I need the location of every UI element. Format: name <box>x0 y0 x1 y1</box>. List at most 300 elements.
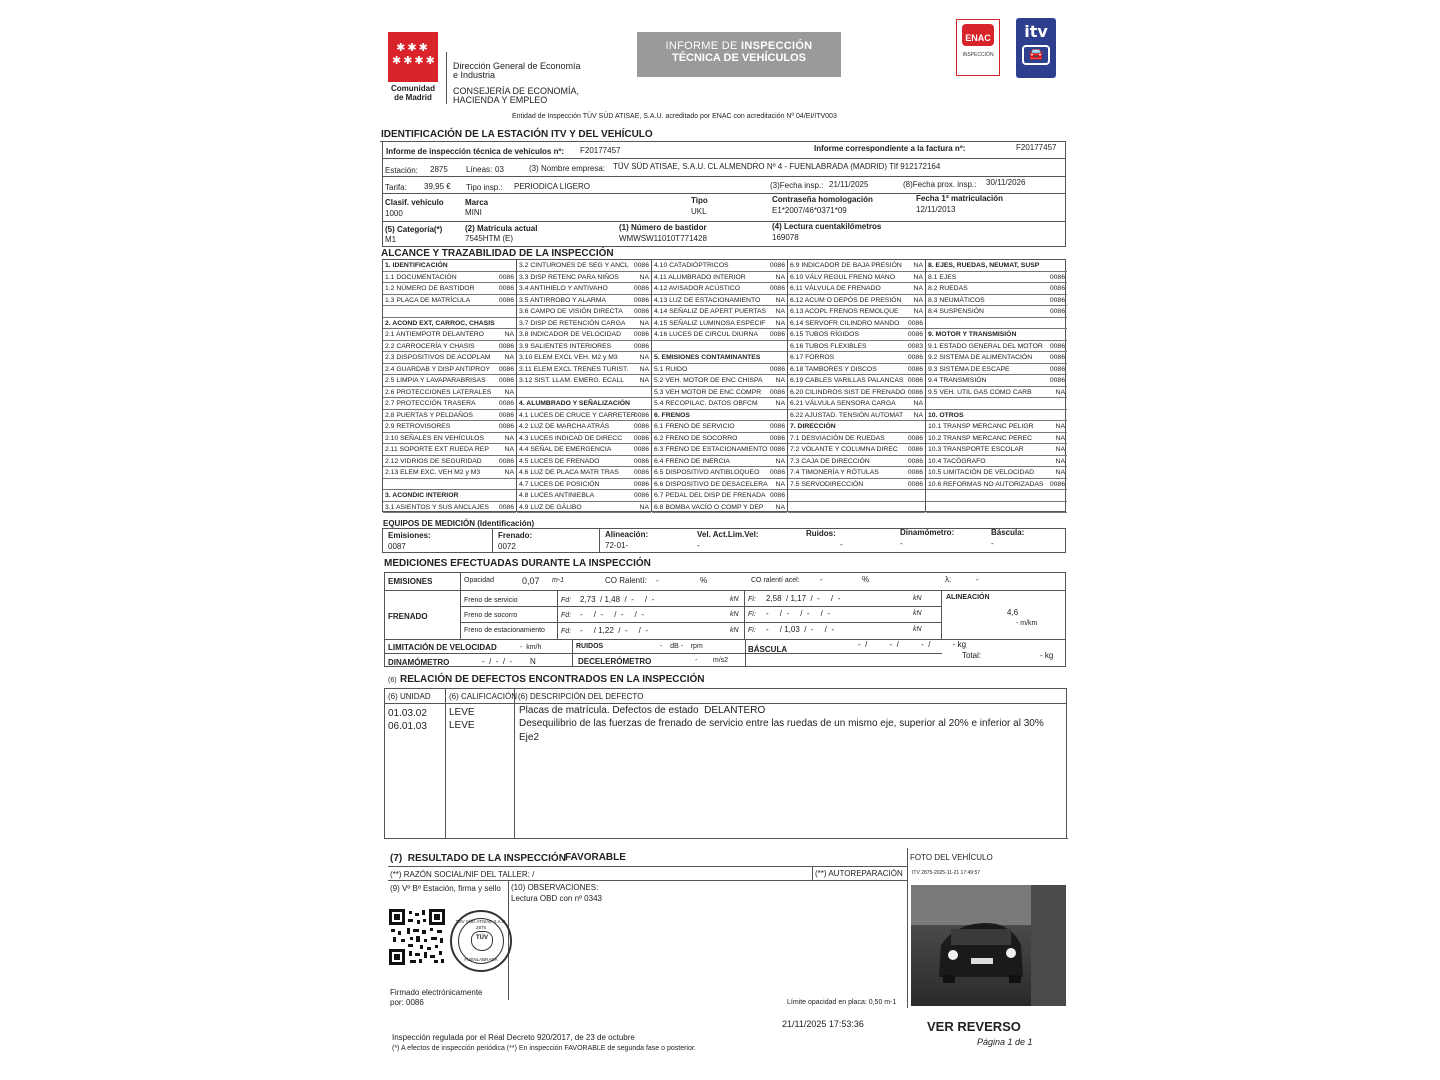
scope-item-label: 5.2 VEH. MOTOR DE ENC CHISPA <box>654 377 763 384</box>
title-line2: TÉCNICA DE VEHÍCULOS <box>671 52 807 64</box>
scope-item-label: 7. DIRECCIÓN <box>790 423 836 430</box>
kn: kN <box>913 626 922 633</box>
defect-row-2-calif: LEVE <box>449 720 475 731</box>
scope-item-code: 0086 <box>1049 354 1065 361</box>
scope-item <box>652 490 787 502</box>
scope-item <box>926 456 1067 468</box>
empresa-value: TÜV SÜD ATISAE, S.A.U. CL ALMENDRO Nº 4 - FUENLABRADA (MADRID) Tlf 912172164 <box>613 162 941 171</box>
stamp-text: TÜV SÜD ATISAE S.A.U. <box>455 919 507 924</box>
lambda-label: λ: <box>945 575 952 584</box>
eq-ruidos-label: Ruidos: <box>806 529 836 538</box>
car-icon: 🚘 <box>1022 45 1050 65</box>
matricula-label: (2) Matrícula actual <box>465 224 538 233</box>
defectos-sep <box>514 688 515 838</box>
scope-item-label: 4.4 SEÑAL DE EMERGENCIA <box>519 446 612 453</box>
scope-item <box>652 387 787 399</box>
med-sep <box>557 590 558 639</box>
scope-item-label: 7.5 SERVODIRECCIÓN <box>790 480 864 488</box>
scope-item <box>383 467 516 479</box>
scope-item <box>383 352 516 364</box>
clasif-value: 1000 <box>385 209 403 218</box>
scope-item-label: 4.9 LUZ DE GÁLIBO <box>519 503 582 511</box>
scope-item-label: 4.12 AVISADOR ACÚSTICO <box>654 285 740 292</box>
scope-item-code: 0086 <box>633 434 649 442</box>
scope-item <box>517 479 651 491</box>
scope-item <box>383 341 516 353</box>
entity-line: Entidad de Inspección TÜV SÜD ATISAE, S.A.U. acreditado por ENAC con acreditación Nº 04/EI/ITV003 <box>512 113 837 120</box>
scope-item <box>788 295 925 307</box>
matricula-value: 7545HTM (E) <box>465 234 514 243</box>
col-unidad: (6) UNIDAD <box>388 692 431 701</box>
scope-item <box>383 295 516 307</box>
scope-item-label: 6.1 FRENO DE SERVICIO <box>654 423 735 430</box>
scope-item-label: 2.11 SOPORTE EXT RUEDA REP <box>385 446 489 453</box>
scope-item <box>517 387 651 399</box>
scope-item-code: 0086 <box>498 457 514 465</box>
obs-label: (10) OBSERVACIONES: <box>511 883 599 892</box>
scope-item <box>926 479 1067 491</box>
scope-item-label: 2.6 PROTECCIONES LATERALES <box>385 388 492 396</box>
co-ralenti-value: - <box>656 576 659 585</box>
kn: kN <box>913 595 922 602</box>
kn: kN <box>730 596 739 603</box>
scope-item <box>652 329 787 341</box>
factura-label: Informe correspondiente a la factura nº: <box>814 144 966 153</box>
fi-serv: 2,58 / 1,17 / - / - <box>766 594 841 603</box>
scope-item <box>926 398 1067 410</box>
tuv-logo-icon: TÜV <box>471 931 493 951</box>
equipos-sep <box>599 528 600 553</box>
empresa-label: (3) Nombre empresa: <box>529 164 606 173</box>
scope-item-label: 4.10 CATADIÓPTRICOS <box>654 262 729 269</box>
scope-item-code: NA <box>775 296 785 304</box>
scope-item-label: 6.9 INDICADOR DE BAJA PRESIÓN <box>790 262 902 269</box>
pagina: Página 1 de 1 <box>977 1037 1033 1047</box>
itv-logo <box>1016 18 1056 78</box>
resultado-value: FAVORABLE <box>565 852 626 863</box>
scope-item-code: 0086 <box>633 308 649 315</box>
scope-item-label: 1.2 NÚMERO DE BASTIDOR <box>385 285 475 292</box>
scope-item <box>652 398 787 410</box>
ident-row-line <box>382 158 1066 159</box>
scope-item-label: 7.4 TIMONERÍA Y RÓTULAS <box>790 469 879 476</box>
scope-item-label: 10.1 TRANSP MERCANC PELIGR <box>928 423 1034 430</box>
scope-item-code: NA <box>913 262 923 269</box>
scope-item-code: NA <box>1055 446 1065 453</box>
opacidad-value: 0,07 <box>522 576 540 586</box>
scope-item-code: 0086 <box>498 342 514 350</box>
scope-item <box>788 283 925 295</box>
scope-item-label: 3.8 INDICADOR DE VELOCIDAD <box>519 331 621 338</box>
obs-value: Lectura OBD con nº 0343 <box>511 894 602 903</box>
limite-opacidad: Límite opacidad en placa: 0,50 m-1 <box>787 999 897 1006</box>
clasif-label: Clasif. vehículo <box>385 198 444 207</box>
scope-item <box>383 272 516 284</box>
scope-item <box>788 410 925 422</box>
scope-item-code: 0086 <box>769 492 785 499</box>
scope-section-header <box>926 329 1067 341</box>
scope-item <box>788 375 925 387</box>
tarifa-label: Tarifa: <box>385 183 407 192</box>
scope-item-label: 8.3 NEUMÁTICOS <box>928 296 985 304</box>
scope-item-label: 6.11 VÁLVULA DE FRENADO <box>790 285 881 292</box>
scope-item-label: 3.1 ASIENTOS Y SUS ANCLAJES <box>385 503 489 511</box>
col-calif: (6) CALIFICACIÓN <box>449 692 518 701</box>
scope-item <box>652 283 787 295</box>
defectos-sep <box>384 688 385 838</box>
scope-item-label: 1.3 PLACA DE MATRÍCULA <box>385 296 471 304</box>
vb-label: (9) Vº Bº Estación, firma y sello <box>390 884 501 893</box>
enac-badge-icon: ENAC <box>962 24 994 46</box>
scope-item <box>652 260 787 272</box>
scope-item <box>517 341 651 353</box>
scope-section-header <box>652 410 787 422</box>
scope-item-label: 6.2 FRENO DE SOCORRO <box>654 434 738 442</box>
scope-item-code: 0086 <box>498 273 514 281</box>
scope-column <box>652 260 788 511</box>
scope-item-label: 6.4 FRENO DE INERCIA <box>654 457 730 465</box>
title-part1: INFORME DE <box>665 40 741 52</box>
col-desc: (6) DESCRIPCIÓN DEL DEFECTO <box>518 692 644 701</box>
consejeria-line2: HACIENDA Y EMPLEO <box>453 95 548 105</box>
scope-item <box>383 444 516 456</box>
scope-item-code: 0086 <box>1049 285 1065 292</box>
alineacion-value: 4,6 <box>1007 608 1019 617</box>
res-sep <box>812 866 813 880</box>
title-part2: INSPECCIÓN <box>740 40 813 52</box>
scope-item <box>383 410 516 422</box>
region-name: Comunidad de Madrid <box>391 84 435 102</box>
defectos-line <box>384 703 1066 704</box>
scope-item-code: NA <box>504 434 514 442</box>
scope-section-header <box>926 410 1067 422</box>
scope-item-label: 2.5 LIMPIA Y LAVAPARABRISAS <box>385 377 486 384</box>
fecha-prox-label: (8)Fecha prox. insp.: <box>903 180 977 189</box>
scope-item <box>383 364 516 376</box>
scope-item-label: 3.10 ELEM EXCL VEH. M2 y M3 <box>519 354 618 361</box>
consejeria-line1: CONSEJERÍA DE ECONOMÍA, <box>453 86 580 96</box>
fi-label: Fi: <box>748 611 756 618</box>
scope-item-label: 4.6 LUZ DE PLACA MATR TRAS <box>519 469 619 476</box>
total-value: - kg <box>1040 651 1054 660</box>
scope-item-label: 10.3 TRANSPORTE ESCOLAR <box>928 446 1024 453</box>
mediciones-title: MEDICIONES EFECTUADAS DURANTE LA INSPECCIÓN <box>384 558 651 569</box>
kn: kN <box>913 610 922 617</box>
dg-line2: e Industria <box>453 70 496 80</box>
co-acel-label: CO ralentí acel: <box>751 577 800 584</box>
scope-item-code: NA <box>1055 434 1065 442</box>
limitacion-value: - km/h <box>520 644 542 651</box>
scope-item-label: 6.8 BOMBA VACÍO O COMP Y DEP <box>654 503 764 511</box>
enac-sub: INSPECCIÓN <box>962 52 994 58</box>
fi-est: - / 1,03 / - / - <box>766 625 835 634</box>
fecha-firma: 21/11/2025 17:53:36 <box>782 1019 864 1029</box>
scope-item <box>652 341 787 353</box>
itv-label: itv <box>1024 22 1048 41</box>
scope-item-code: NA <box>775 273 785 281</box>
scope-item <box>517 364 651 376</box>
scope-item <box>652 467 787 479</box>
scope-item <box>652 433 787 445</box>
scope-item-label: 5. EMISIONES CONTAMINANTES <box>654 354 761 361</box>
scope-item-label: 8.2 RUEDAS <box>928 285 968 292</box>
scope-item <box>926 272 1067 284</box>
scope-item-code: 0086 <box>769 388 785 396</box>
scope-item-code: NA <box>504 331 514 338</box>
nota-text: (*) A efectos de inspección periódica (**) En inspección FAVORABLE de segunda fase o posterior. <box>392 1045 696 1052</box>
bastidor-value: WMWSW11010T771428 <box>619 234 707 243</box>
scope-item-label: 5.1 RUIDO <box>654 365 688 373</box>
contrasena-value: E1*2007/46*0371*09 <box>772 206 847 215</box>
scope-item-code: 0086 <box>633 411 649 419</box>
ruidos-value: - dB - rpm <box>660 643 703 650</box>
logo-divider <box>446 52 447 104</box>
scope-item <box>926 341 1067 353</box>
scope-item-code: NA <box>775 377 785 384</box>
scope-item <box>383 421 516 433</box>
scope-item <box>517 306 651 318</box>
eq-frenado-label: Frenado: <box>498 531 533 540</box>
ident-title: IDENTIFICACIÓN DE LA ESTACIÓN ITV Y DEL VEHÍCULO <box>381 129 653 140</box>
scope-item-label: 5.3 VEH MOTOR DE ENC COMPR <box>654 388 762 396</box>
med-sep <box>572 639 573 667</box>
scope-item-code: NA <box>1055 469 1065 476</box>
scope-item-code: NA <box>1055 457 1065 465</box>
scope-item <box>788 433 925 445</box>
taller-label: (**) RAZÓN SOCIAL/NIF DEL TALLER: / <box>390 870 535 879</box>
scope-item <box>383 502 516 514</box>
scope-item-label: 6.12 ACUM O DEPÓS DE PRESIÓN <box>790 296 902 304</box>
scope-item-label: 2.13 ELEM EXC. VEH M2 y M3 <box>385 469 481 476</box>
scope-item-label: 3.7 DISP DE RETENCIÓN CARGA <box>519 319 626 327</box>
res-line <box>388 880 907 881</box>
scope-item-code: NA <box>913 273 923 281</box>
scope-item <box>926 421 1067 433</box>
scope-item-code: 0083 <box>907 342 923 350</box>
scope-item-code: 0086 <box>1049 377 1065 384</box>
scope-item-code: NA <box>504 388 514 396</box>
resultado-label: (7) RESULTADO DE LA INSPECCIÓN <box>390 853 566 864</box>
scope-section-header <box>383 490 516 502</box>
scope-item-label: 6.15 TUBOS RÍGIDOS <box>790 331 859 338</box>
scope-section-header <box>926 260 1067 272</box>
med-frenado-label: FRENADO <box>388 612 428 621</box>
scope-item <box>926 467 1067 479</box>
med-row-line <box>384 653 942 654</box>
scope-item <box>517 444 651 456</box>
informe-label: Informe de inspección técnica de vehículos nº: <box>386 147 565 156</box>
ver-reverso: VER REVERSO <box>927 1019 1021 1034</box>
scope-column <box>517 260 652 511</box>
med-row-line <box>460 606 941 607</box>
scope-section-header <box>383 260 516 272</box>
scope-item <box>652 421 787 433</box>
eq-vel-label: Vel. Act.Lim.Vel: <box>697 530 759 539</box>
scope-item-label: 4.1 LUCES DE CRUCE Y CARRETER <box>519 411 636 419</box>
scope-item <box>788 318 925 330</box>
scope-item-code: NA <box>913 285 923 292</box>
res-sep <box>907 848 908 1008</box>
scope-item-code: 0086 <box>498 503 514 511</box>
res-line <box>388 866 907 867</box>
scope-item-code: 0086 <box>633 285 649 292</box>
estacion-label: Estación: <box>385 166 418 175</box>
cuenta-km-value: 169078 <box>772 233 799 242</box>
scope-item <box>926 364 1067 376</box>
scope-item-label: 4.14 SEÑALIZ DE APERT PUERTAS <box>654 308 767 315</box>
scope-item-label: 8.4 SUSPENSIÓN <box>928 308 984 315</box>
scope-item <box>383 456 516 468</box>
scope-item <box>517 375 651 387</box>
eq-emisiones-label: Emisiones: <box>388 531 431 540</box>
scope-item-label: 3. ACONDIC INTERIOR <box>385 492 459 499</box>
scope-column <box>383 260 517 511</box>
scope-item-label: 10.5 LIMITACIÓN DE VELOCIDAD <box>928 469 1035 476</box>
lineas-label: Líneas: <box>466 165 493 174</box>
scope-item-label: 7.1 DESVIACIÓN DE RUEDAS <box>790 434 885 442</box>
scope-item-code: 0086 <box>907 446 923 453</box>
fecha-prox-value: 30/11/2026 <box>986 178 1026 187</box>
fi-soc: - / - / - / - <box>766 609 830 618</box>
scope-item-label: 3.11 ELEM EXCL TRENES TURIST. <box>519 365 629 373</box>
scope-item-label: 3.4 ANTIHIELO Y ANTIVAHO <box>519 285 608 292</box>
fecha-insp-label: (3)Fecha insp.: <box>770 181 824 190</box>
scope-item-label: 9. MOTOR Y TRANSMISIÓN <box>928 331 1017 338</box>
tipo-insp-value: PERIODICA LIGERO <box>514 182 591 191</box>
scope-item-label: 2.1 ANTIEMPOTR DELANTERO <box>385 331 484 338</box>
scope-column <box>788 260 926 511</box>
scope-item-code: 0086 <box>1049 308 1065 315</box>
bascula-values: - / - / - / - kg <box>858 640 967 649</box>
ident-row-line <box>382 176 1066 177</box>
med-sep <box>941 590 942 639</box>
scope-item <box>517 410 651 422</box>
eq-emisiones-value: 0087 <box>388 542 406 551</box>
scope-item <box>926 502 1067 514</box>
scope-item-code: 0086 <box>1049 342 1065 350</box>
lambda-value: - <box>976 575 979 584</box>
fd-label: Fd: <box>561 628 572 635</box>
scope-item-label: 10.2 TRANSP MERCANC PEREC <box>928 434 1032 442</box>
eq-frenado-value: 0072 <box>498 542 516 551</box>
eq-dinamometro-value: - <box>900 539 903 548</box>
tipo-insp-label: Tipo insp.: <box>466 183 503 192</box>
scope-item-label: 4.16 LUCES DE CIRCUL DIURNA <box>654 331 758 338</box>
scope-item-code: 0086 <box>769 331 785 338</box>
scope-item-label: 2.10 SEÑALES EN VEHÍCULOS <box>385 434 484 442</box>
scope-item-label: 6.21 VÁLVULA SENSORA CARGA <box>790 400 896 407</box>
scope-item <box>926 490 1067 502</box>
scope-item-code: 0086 <box>1049 480 1065 488</box>
scope-item-code: NA <box>639 319 649 327</box>
stamp-city: FUENLABRADA <box>464 957 498 962</box>
eq-alineacion-label: Alineación: <box>605 530 649 539</box>
scope-item <box>517 283 651 295</box>
contrasena-label: Contraseña homologación <box>772 195 873 204</box>
scope-item-label: 6.13 ACOPL FRENOS REMOLQUE <box>790 308 899 315</box>
freno-socorro-label: Freno de socorro <box>464 612 518 619</box>
scope-item-code: 0086 <box>633 296 649 304</box>
scope-item-code: 0086 <box>907 365 923 373</box>
scope-item-code: NA <box>639 503 649 511</box>
equipos-title: EQUIPOS DE MEDICIÓN (Identificación) <box>383 519 535 528</box>
scope-item-code: 0086 <box>633 492 649 499</box>
scope-item-code: 0086 <box>633 262 649 269</box>
scope-item <box>652 456 787 468</box>
scope-item-label: 6.14 SERVOFR CILINDRO MANDO <box>790 319 900 327</box>
scope-item <box>652 479 787 491</box>
scope-item-label: 4.2 LUZ DE MARCHA ATRÁS <box>519 423 610 430</box>
scope-item-label: 6.22 AJUSTAD. TENSIÓN AUTOMAT <box>790 411 904 419</box>
madrid-logo <box>388 32 438 82</box>
firmado-line2: por: 0086 <box>390 998 424 1007</box>
scope-item <box>517 490 651 502</box>
ident-row-line <box>382 221 1066 222</box>
scope-item-code: NA <box>1055 423 1065 430</box>
scope-item-label: 6.7 PEDAL DEL DISP DE FRENADA <box>654 492 766 499</box>
scope-item-code: 0086 <box>498 377 514 384</box>
scope-item <box>517 329 651 341</box>
scope-section-header <box>517 398 651 410</box>
defectos-sep <box>445 688 446 838</box>
scope-item-code: 0086 <box>498 400 514 407</box>
scope-item-code: NA <box>913 411 923 419</box>
dinamometro-value: - / - / - N <box>482 657 536 666</box>
scope-item-label: 5.4 RECOPILAC. DATOS OBFCM <box>654 400 758 407</box>
scope-item-code: 0086 <box>633 446 649 453</box>
cuenta-km-label: (4) Lectura cuentakilómetros <box>772 222 882 231</box>
tarifa-value: 39,95 € <box>424 182 451 191</box>
scope-item <box>517 260 651 272</box>
scope-item-label: 4.5 LUCES DE FRENADO <box>519 457 600 465</box>
co-ralenti-label: CO Ralentí: <box>605 576 647 585</box>
scope-item-code: 0086 <box>907 388 923 396</box>
defect-row-1-desc: Placas de matrícula. Defectos de estado DELANTERO <box>519 705 766 716</box>
tipo-label: Tipo <box>691 196 708 205</box>
freno-servicio-label: Freno de servicio <box>464 597 518 604</box>
scope-item-label: 2.2 CARROCERÍA Y CHASIS <box>385 342 475 350</box>
scope-item-label: 10.4 TACÓGRAFO <box>928 457 986 465</box>
scope-item-code: 0086 <box>633 331 649 338</box>
scope-item-label: 2. ACOND EXT, CARROC, CHASIS <box>385 319 495 327</box>
scope-item <box>517 467 651 479</box>
scope-item-label: 9.5 VEH. UTIL GAS COMO CARB <box>928 388 1032 396</box>
report-title-box <box>637 32 841 77</box>
scope-item <box>652 272 787 284</box>
scope-item <box>926 444 1067 456</box>
scope-item <box>652 364 787 376</box>
fecha-insp-value: 21/11/2025 <box>829 180 869 189</box>
enac-logo <box>956 19 1000 76</box>
scope-item-code: 0086 <box>1049 296 1065 304</box>
scope-item <box>788 260 925 272</box>
scope-item <box>383 283 516 295</box>
scope-item-label: 7.2 VOLANTE Y COLUMNA DIREC <box>790 446 898 453</box>
scope-item <box>652 318 787 330</box>
scope-item-code: 0086 <box>633 423 649 430</box>
scope-item-code: NA <box>639 354 649 361</box>
scope-item <box>652 375 787 387</box>
scope-item-code: 0086 <box>769 446 785 453</box>
scope-item-code: 0086 <box>907 480 923 488</box>
scope-item-code: 0086 <box>498 365 514 373</box>
fd-label: Fd: <box>561 612 572 619</box>
fecha-matric-value: 12/11/2013 <box>916 205 956 214</box>
scope-item-label: 3.12 SIST. LLAM. EMERG. ECALL <box>519 377 625 384</box>
firmado-line1: Firmado electrónicamente <box>390 988 483 997</box>
scope-item <box>926 318 1067 330</box>
scope-item-code: NA <box>639 377 649 384</box>
